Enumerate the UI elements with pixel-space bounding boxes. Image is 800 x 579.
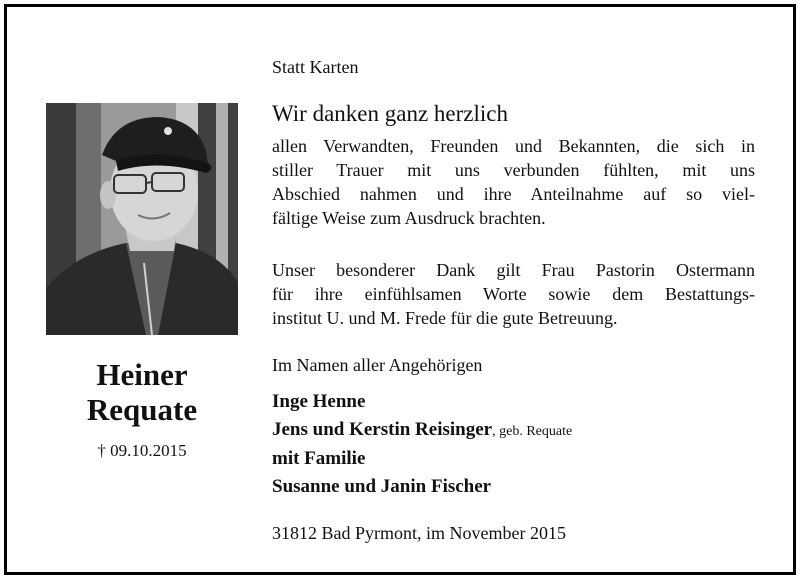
family-member: Susanne und Janin Fischer [272,476,492,497]
place-date: 31812 Bad Pyrmont, im November 2015 [272,523,566,543]
deceased-last-name: Requate [86,392,198,427]
portrait-photo [46,103,238,335]
paragraph-line: für ihre einfühlsamen Worte sowie dem Bestattungs- [272,284,755,304]
family-member: mit Familie [272,448,366,469]
paragraph-line: Abschied nahmen und ihre Anteilnahme auf so viel- [272,184,755,204]
deceased-first-name: Heiner [96,357,188,392]
thanks-paragraph [272,134,755,230]
paragraph-line: stiller Trauer mit uns verbunden fühlten, mit uns [272,160,755,180]
family-member [272,419,572,441]
names-intro: Im Namen aller Angehörigen [272,355,483,375]
headline: Wir danken ganz herzlich [272,101,508,126]
special-thanks-paragraph [272,258,755,330]
family-member-name: Jens und Kerstin Reisinger [272,419,493,440]
death-date: † 09.10.2015 [97,441,187,460]
paragraph-line: Unser besonderer Dank gilt Frau Pastorin Ostermann [272,260,755,280]
paragraph-line: allen Verwandten, Freunden und Bekannten, die sich in [272,136,755,156]
paragraph-line: institut U. und M. Frede für die gute Betreuung. [272,308,618,328]
maiden-name-note: , geb. Requate [492,424,573,439]
family-member: Inge Henne [272,391,366,412]
paragraph-line: fältige Weise zum Ausdruck brachten. [272,208,546,228]
intro-text: Statt Karten [272,57,359,77]
